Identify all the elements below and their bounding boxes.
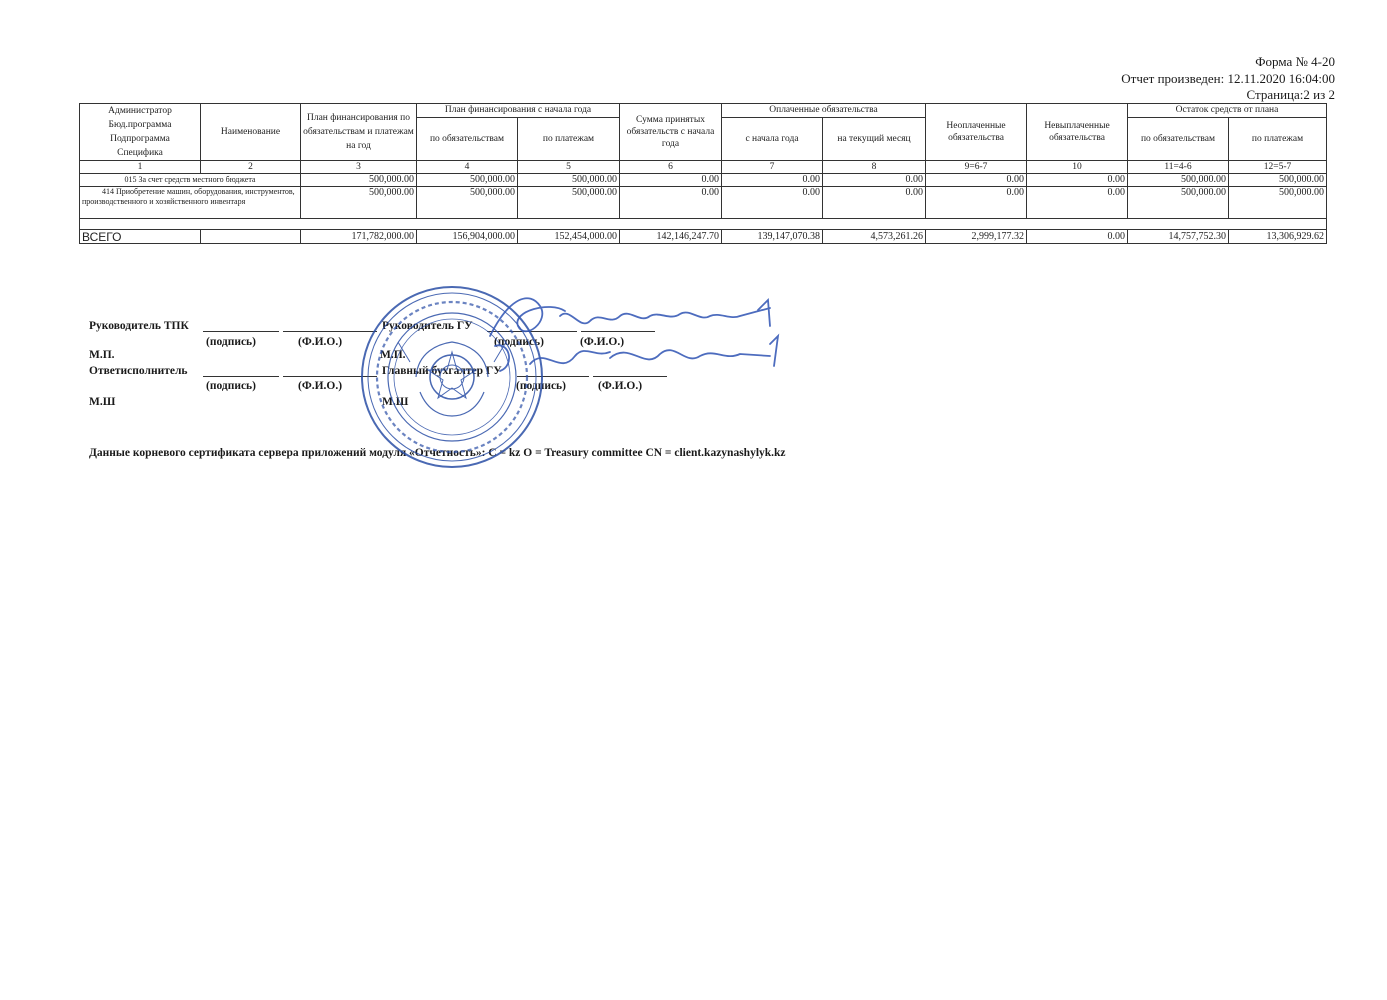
cell-value: 500,000.00	[1128, 174, 1229, 187]
cell-value: 0.00	[620, 174, 722, 187]
col-unpaid-header: Неоплаченные обязательства	[926, 104, 1027, 161]
row-name: 015 За счет средств местного бюджета	[80, 174, 301, 187]
total-value: 142,146,247.70	[620, 230, 722, 244]
col-number: 1	[80, 161, 201, 174]
mp-label: М.П.	[89, 349, 115, 361]
plan-fin-group-header: План финансирования с начала года	[417, 104, 620, 118]
cell-value: 0.00	[926, 174, 1027, 187]
col-number: 11=4-6	[1128, 161, 1229, 174]
paid-group-header: Оплаченные обязательства	[722, 104, 926, 118]
cell-value: 500,000.00	[301, 174, 417, 187]
cell-value: 500,000.00	[518, 174, 620, 187]
row-name: 414 Приобретение машин, оборудования, инструментов, производственного и хозяйственного инвентаря	[80, 187, 301, 219]
table-row	[80, 187, 1327, 219]
col-plan-header: План финансирования по обязательствам и платежам на год	[301, 104, 417, 161]
report-date: Отчет произведен: 12.11.2020 16:04:00	[1121, 71, 1335, 86]
signature-caption: (подпись)	[206, 336, 256, 348]
total-value: 14,757,752.30	[1128, 230, 1229, 244]
total-value: 152,454,000.00	[518, 230, 620, 244]
cell-value: 500,000.00	[1229, 174, 1327, 187]
column-numbers-row	[80, 161, 1327, 174]
col-plan-payments-header: по платежам	[518, 117, 620, 160]
cell-value: 500,000.00	[1128, 187, 1229, 219]
cell-value: 0.00	[926, 187, 1027, 219]
cell-value: 500,000.00	[417, 174, 518, 187]
col-number: 5	[518, 161, 620, 174]
signature-caption: (подпись)	[494, 336, 544, 348]
col-number: 4	[417, 161, 518, 174]
cell-value: 0.00	[1027, 174, 1128, 187]
cell-value: 500,000.00	[301, 187, 417, 219]
cell-value: 0.00	[823, 187, 926, 219]
total-value: 0.00	[1027, 230, 1128, 244]
col-accepted-header: Сумма принятых обязательств с начала года	[620, 104, 722, 161]
total-value: 139,147,070.38	[722, 230, 823, 244]
fio-caption: (Ф.И.О.)	[298, 336, 343, 348]
col-number: 3	[301, 161, 417, 174]
col-paid-month-header: на текущий месяц	[823, 117, 926, 160]
col-paid-year-header: с начала года	[722, 117, 823, 160]
handwritten-signature-icon	[470, 286, 790, 386]
mp-label: М.П.	[380, 349, 406, 361]
table-row	[80, 174, 1327, 187]
signature-caption: (подпись)	[206, 380, 256, 392]
total-row	[80, 230, 1327, 244]
cell-value: 0.00	[823, 174, 926, 187]
signature-line	[203, 331, 279, 332]
total-value: 13,306,929.62	[1229, 230, 1327, 244]
col-number: 10	[1027, 161, 1128, 174]
signature-caption: (подпись)	[516, 380, 566, 392]
header-row-1	[80, 104, 1327, 118]
col-bal-obligations-header: по обязательствам	[1128, 117, 1229, 160]
cell-value: 500,000.00	[417, 187, 518, 219]
head-gu-label: Руководитель ГУ	[382, 320, 473, 332]
col-name-header: Наименование	[201, 104, 301, 161]
cell-value: 500,000.00	[518, 187, 620, 219]
certificate-text: Данные корневого сертификата сервера приложений модуля «Отчетность»: C = kz O = Treasury committee CN = client.kazynashylyk.kz	[89, 447, 786, 459]
col-bal-payments-header: по платежам	[1229, 117, 1327, 160]
executor-label: Ответисполнитель	[89, 365, 188, 377]
total-value: 156,904,000.00	[417, 230, 518, 244]
total-empty-cell	[201, 230, 301, 244]
total-label: ВСЕГО	[80, 230, 201, 244]
fio-caption: (Ф.И.О.)	[298, 380, 343, 392]
signature-line	[203, 376, 279, 377]
form-number: Форма № 4-20	[1255, 54, 1335, 69]
page-number: Страница:2 из 2	[1246, 87, 1335, 102]
fio-caption: (Ф.И.О.)	[580, 336, 625, 348]
cell-value: 0.00	[1027, 187, 1128, 219]
msh-label: М.Ш	[89, 396, 116, 408]
spacer-row	[80, 219, 1327, 230]
cell-value: 0.00	[722, 187, 823, 219]
total-value: 2,999,177.32	[926, 230, 1027, 244]
fio-caption: (Ф.И.О.)	[598, 380, 643, 392]
total-value: 171,782,000.00	[301, 230, 417, 244]
cell-value: 0.00	[620, 187, 722, 219]
col-number: 6	[620, 161, 722, 174]
col-notpaid-header: Невыплаченные обязательства	[1027, 104, 1128, 161]
col-number: 9=6-7	[926, 161, 1027, 174]
cell-value: 0.00	[722, 174, 823, 187]
head-tpk-label: Руководитель ТПК	[89, 320, 189, 332]
col-number: 7	[722, 161, 823, 174]
col-number: 12=5-7	[1229, 161, 1327, 174]
col-plan-obligations-header: по обязательствам	[417, 117, 518, 160]
total-value: 4,573,261.26	[823, 230, 926, 244]
spacer-cell	[80, 219, 1327, 230]
balance-group-header: Остаток средств от плана	[1128, 104, 1327, 118]
col-admin-header: Администратор Бюд.программа Подпрограмма Специфика	[80, 104, 201, 161]
report-table	[79, 103, 1327, 244]
col-number: 2	[201, 161, 301, 174]
msh-label: М.Ш	[382, 396, 409, 408]
col-number: 8	[823, 161, 926, 174]
cell-value: 500,000.00	[1229, 187, 1327, 219]
chief-accountant-label: Главный бухгалтер ГУ	[382, 365, 502, 377]
